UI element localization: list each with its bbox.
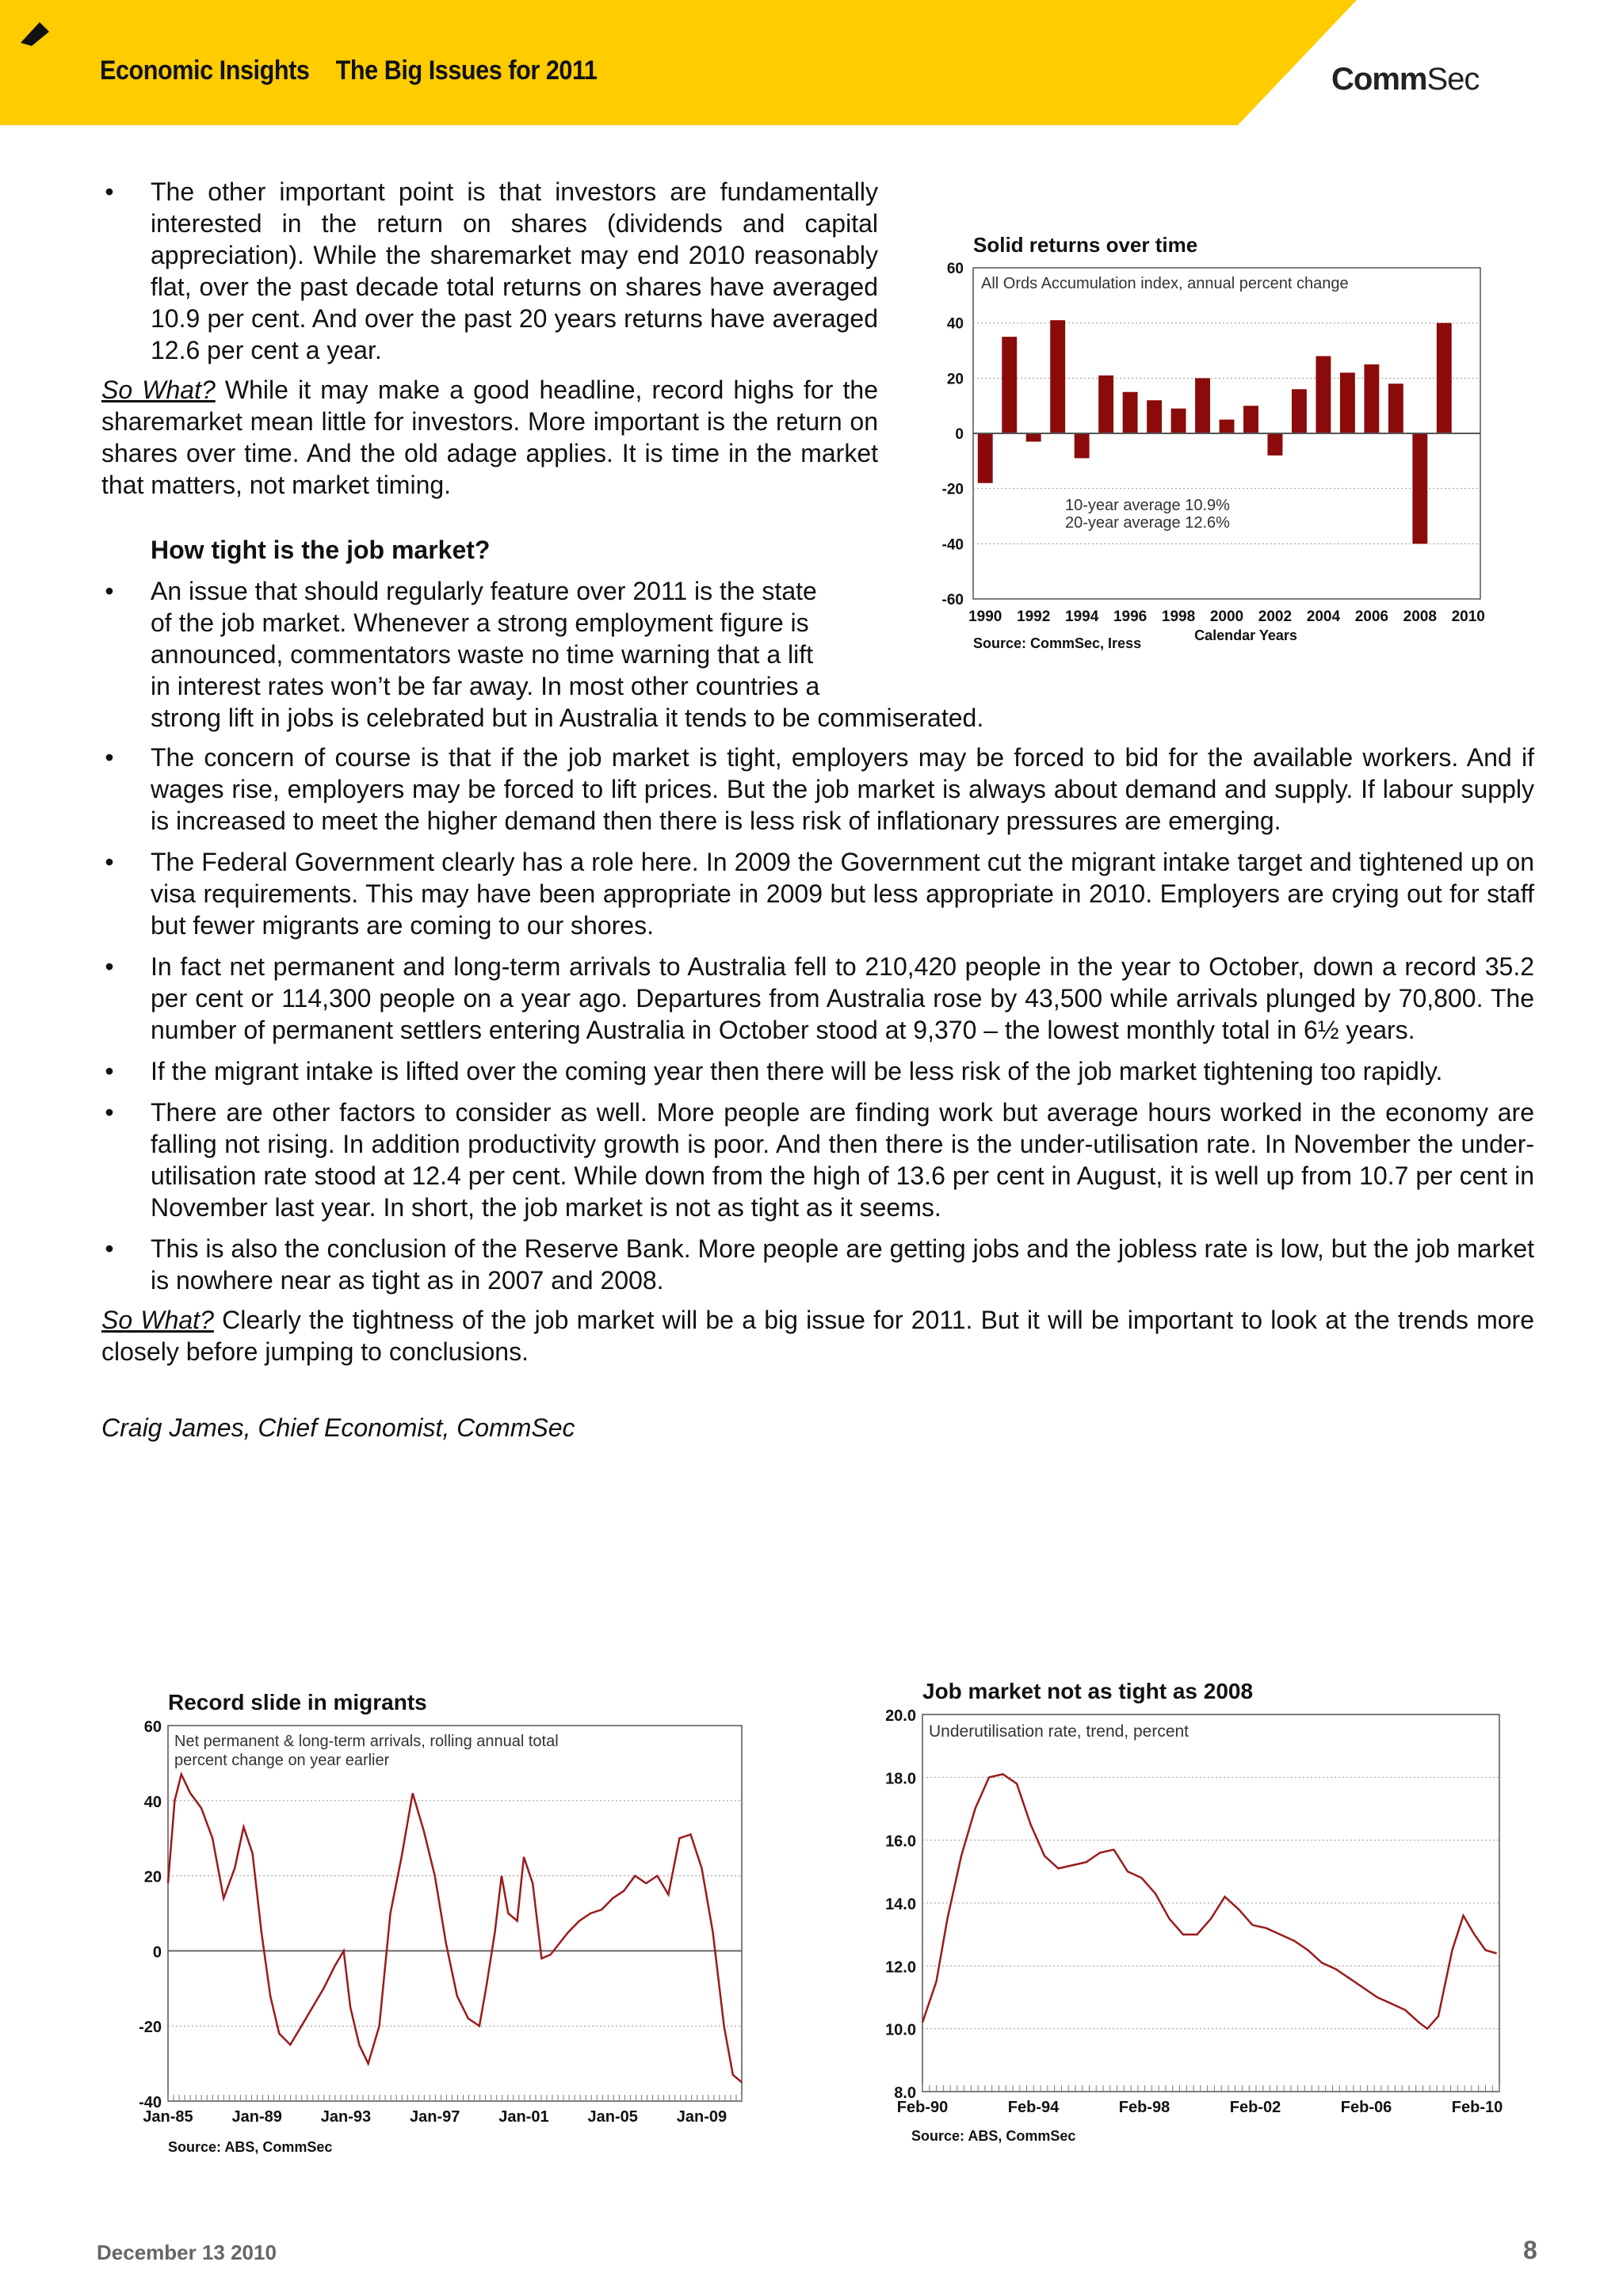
x-tick-label: Jan-85 bbox=[143, 2108, 193, 2126]
main-column bbox=[101, 742, 1534, 1444]
y-tick-label: 14.0 bbox=[885, 1896, 916, 1913]
bullet-marker: • bbox=[105, 1098, 114, 1127]
bar-2004 bbox=[1316, 356, 1331, 433]
bar-1997 bbox=[1147, 400, 1162, 433]
chart-title: Job market not as tight as 2008 bbox=[922, 1679, 1254, 1703]
y-tick-label: -60 bbox=[941, 592, 964, 608]
x-tick-label: Feb-06 bbox=[1340, 2099, 1392, 2116]
y-tick-label: 0 bbox=[955, 426, 964, 443]
x-tick-label: 1990 bbox=[968, 608, 1002, 625]
migrants-series-line bbox=[168, 1775, 742, 2083]
chart-migrants-svg bbox=[124, 1684, 758, 2168]
bullet-job-market-line-4: in interest rates won’t be far away. In most other countries a bbox=[151, 672, 820, 700]
bullet-job-market-line-1: An issue that should regularly feature over 2011 is the state bbox=[151, 577, 817, 605]
x-tick-label: Feb-02 bbox=[1229, 2099, 1281, 2116]
bar-1994 bbox=[1075, 433, 1090, 458]
y-tick-label: 10.0 bbox=[885, 2021, 916, 2039]
chart-source: Source: ABS, CommSec bbox=[911, 2128, 1076, 2144]
bar-2008 bbox=[1412, 433, 1427, 543]
sowhat-label: So What? bbox=[101, 376, 216, 404]
x-tick-label: Feb-94 bbox=[1007, 2099, 1060, 2116]
bar-1998 bbox=[1171, 409, 1186, 433]
chart-subtitle-line-1: Net permanent & long-term arrivals, rolling annual total bbox=[174, 1733, 559, 1750]
x-axis-ticks bbox=[143, 2108, 727, 2126]
x-tick-label: 2002 bbox=[1258, 608, 1293, 625]
x-tick-label: 2010 bbox=[1451, 608, 1485, 625]
chart-migrants bbox=[124, 1684, 758, 2172]
bullet-arrivals bbox=[101, 951, 1534, 1046]
document-title-series: Economic Insights bbox=[100, 55, 310, 86]
y-tick-label: 40 bbox=[143, 1793, 162, 1811]
annotation-20yr: 20-year average 12.6% bbox=[1065, 514, 1230, 532]
logo-bold-text: Comm bbox=[1331, 62, 1427, 97]
bar-1991 bbox=[1002, 337, 1017, 433]
bullet-concern bbox=[101, 742, 1534, 837]
bullet-other-factors-text: There are other factors to consider as well. More people are finding work but average hours worked in the economy are falling not rising. In addition productivity growth is poor. And then there is the under-utilisation rate. In November the under-utilisation rate stood at 12.4 per cent. While down from the high of 13.6 per cent in August, it is well up from 10.7 per cent in November last year. In short, the job market is not as tight as it seems. bbox=[151, 1098, 1534, 1222]
y-tick-label: 40 bbox=[946, 315, 964, 333]
footer-date: December 13 2010 bbox=[97, 2241, 277, 2264]
x-axis-minor-ticks bbox=[168, 2095, 742, 2101]
x-axis-minor-ticks bbox=[922, 2085, 1499, 2092]
bar-2007 bbox=[1388, 383, 1403, 433]
bar-1996 bbox=[1123, 392, 1138, 433]
y-tick-label: -20 bbox=[941, 481, 964, 498]
x-tick-label: Jan-01 bbox=[498, 2108, 549, 2126]
gridlines bbox=[922, 1777, 1499, 2028]
y-axis-ticks bbox=[942, 261, 964, 608]
page-header bbox=[0, 0, 1623, 125]
sowhat-text-2: Clearly the tightness of the job market will be a big issue for 2011. But it will be important to look at the trends more closely before jumping to conclusions. bbox=[101, 1306, 1535, 1366]
x-axis-label: Calendar Years bbox=[1194, 627, 1297, 643]
x-tick-label: Jan-97 bbox=[410, 2108, 460, 2126]
chart-source: Source: CommSec, Iress bbox=[973, 635, 1142, 651]
chart-underutilisation bbox=[870, 1673, 1520, 2168]
chart-source: Source: ABS, CommSec bbox=[168, 2139, 333, 2155]
bullet-marker: • bbox=[105, 577, 114, 605]
intro-column bbox=[101, 176, 878, 566]
x-tick-label: Feb-90 bbox=[896, 2099, 949, 2116]
page-number: 8 bbox=[1523, 2236, 1537, 2264]
y-axis-ticks bbox=[885, 1707, 916, 2102]
bullet-concern-text: The concern of course is that if the job market is tight, employers may be forced to bid for the available workers. And if wages rise, employers may be forced to lift prices. But the job market is always about demand and supply. If labour supply is increased to meet the higher demand then there is less risk of inflationary pressures are emerging. bbox=[151, 743, 1534, 835]
chart-subtitle-line-2: percent change on year earlier bbox=[174, 1752, 390, 1769]
bullet-marker: • bbox=[105, 743, 114, 772]
bullet-arrivals-text: In fact net permanent and long-term arrivals to Australia fell to 210,420 people in the year to October, down a record 35.2 per cent or 114,300 people on a year ago. Departures from Australia rose by 43,500 while arrivals plunged by 70,800. The number of permanent settlers entering Australia in October stood at 9,370 – the lowest monthly total in 6½ years. bbox=[151, 952, 1534, 1044]
sowhat-text-1: While it may make a good headline, record highs for the sharemarket mean little for investors. More important is the return on shares over time. And the old adage applies. It is time in the market that matters, not market timing. bbox=[101, 376, 879, 499]
bar-1990 bbox=[978, 433, 993, 483]
bullet-job-market-line-3: announced, commentators waste no time warning that a lift bbox=[151, 640, 813, 669]
bar-2002 bbox=[1268, 433, 1283, 456]
bullet-job-market-line-5: strong lift in jobs is celebrated but in Australia it tends to be commiserated. bbox=[151, 704, 984, 732]
y-tick-label: 18.0 bbox=[885, 1770, 916, 1788]
section-heading: How tight is the job market? bbox=[151, 536, 491, 564]
bullet-job-market-line-2: of the job market. Whenever a strong employment figure is bbox=[151, 608, 809, 637]
y-tick-label: 16.0 bbox=[885, 1833, 916, 1851]
chart-subtitle: Underutilisation rate, trend, percent bbox=[929, 1722, 1190, 1741]
chart-subtitle: All Ords Accumulation index, annual percent change bbox=[981, 275, 1349, 292]
x-tick-label: Jan-93 bbox=[320, 2108, 372, 2126]
bullet-marker: • bbox=[105, 177, 114, 206]
y-tick-label: -40 bbox=[139, 2094, 162, 2111]
bar-2001 bbox=[1243, 406, 1258, 433]
y-tick-label: -40 bbox=[941, 536, 964, 554]
x-tick-label: 2008 bbox=[1403, 608, 1437, 625]
author-signature: Craig James, Chief Economist, CommSec bbox=[101, 1413, 575, 1442]
bar-1993 bbox=[1050, 320, 1065, 433]
chart-solid-returns bbox=[926, 227, 1512, 674]
y-tick-label: -20 bbox=[139, 2019, 162, 2037]
bullet-migrant-intake bbox=[101, 1055, 1534, 1087]
bullet-reserve-bank-text: This is also the conclusion of the Reserve Bank. More people are getting jobs and the jobless rate is low, but the job market is nowhere near as tight as in 2007 and 2008. bbox=[151, 1234, 1534, 1295]
document-title-issue: The Big Issues for 2011 bbox=[335, 55, 598, 86]
x-tick-label: Feb-98 bbox=[1118, 2099, 1170, 2116]
y-tick-label: 0 bbox=[152, 1943, 162, 1962]
bar-2009 bbox=[1437, 323, 1452, 433]
sowhat-paragraph-2 bbox=[101, 1304, 1534, 1367]
plot-frame bbox=[922, 1714, 1499, 2092]
y-tick-label: 12.0 bbox=[885, 1958, 916, 1977]
bullet-returns-text: The other important point is that investors are fundamentally interested in the return on shares (dividends and capital appreciation). While the sharemarket may end 2010 reasonably flat, over the past decade total returns on shares have averaged 10.9 per cent. And over the past 20 years returns have averaged 12.6 per cent a year. bbox=[151, 177, 878, 364]
y-axis-ticks bbox=[139, 1718, 162, 2111]
y-tick-label: 8.0 bbox=[894, 2084, 916, 2102]
bar-2006 bbox=[1364, 364, 1379, 433]
bullet-marker: • bbox=[105, 1234, 114, 1263]
x-tick-label: 1992 bbox=[1017, 608, 1051, 625]
bar-1999 bbox=[1195, 378, 1210, 433]
y-tick-label: 60 bbox=[143, 1718, 162, 1736]
sowhat-paragraph-1 bbox=[101, 374, 878, 501]
y-tick-label: 20 bbox=[143, 1868, 162, 1886]
bullet-government bbox=[101, 846, 1534, 941]
x-tick-label: Jan-05 bbox=[587, 2108, 638, 2126]
logo-light-text: Sec bbox=[1426, 62, 1480, 97]
x-tick-label: Feb-10 bbox=[1451, 2099, 1503, 2116]
commsec-logo bbox=[1331, 62, 1479, 97]
bullet-other-factors bbox=[101, 1097, 1534, 1223]
bar-1995 bbox=[1098, 376, 1113, 433]
chart-underutilisation-svg bbox=[870, 1673, 1520, 2164]
bullet-migrant-intake-text: If the migrant intake is lifted over the coming year then there will be less risk of the job market tightening too rapidly. bbox=[151, 1057, 1443, 1085]
y-tick-label: 20 bbox=[946, 371, 964, 388]
gridlines bbox=[168, 1801, 742, 2026]
chart-solid-returns-svg bbox=[926, 227, 1512, 670]
bar-2005 bbox=[1340, 372, 1355, 433]
x-tick-label: 2004 bbox=[1306, 608, 1341, 625]
bar-2000 bbox=[1220, 420, 1235, 433]
chart-title: Solid returns over time bbox=[973, 233, 1198, 257]
x-tick-label: 2000 bbox=[1209, 608, 1244, 625]
sowhat-label: So What? bbox=[101, 1306, 214, 1334]
bullet-marker: • bbox=[105, 1057, 114, 1085]
bullet-marker: • bbox=[105, 952, 114, 981]
y-tick-label: 60 bbox=[946, 261, 964, 277]
commsec-diamond-icon bbox=[0, 0, 55, 48]
chart-title: Record slide in migrants bbox=[168, 1690, 427, 1714]
x-tick-label: 1998 bbox=[1161, 608, 1196, 625]
x-tick-label: Jan-09 bbox=[676, 2108, 727, 2126]
plot-frame bbox=[168, 1726, 742, 2101]
annotation-10yr: 10-year average 10.9% bbox=[1065, 497, 1230, 514]
bullet-government-text: The Federal Government clearly has a role here. In 2009 the Government cut the migrant intake target and tightened up on visa requirements. This may have been appropriate in 2009 but less appropriate in 2010. Employers are crying out for staff but fewer migrants are coming to our shores. bbox=[151, 848, 1534, 940]
y-tick-label: 20.0 bbox=[885, 1707, 916, 1725]
x-axis-ticks bbox=[968, 608, 1485, 625]
x-tick-label: 1996 bbox=[1113, 608, 1148, 625]
x-tick-label: 1994 bbox=[1065, 608, 1099, 625]
bar-2003 bbox=[1292, 389, 1307, 433]
bullet-reserve-bank bbox=[101, 1233, 1534, 1296]
underutilisation-series-line bbox=[922, 1774, 1497, 2028]
x-axis-ticks bbox=[897, 2099, 1503, 2116]
document-title bbox=[100, 55, 597, 86]
bar-1992 bbox=[1026, 433, 1041, 441]
x-tick-label: Jan-89 bbox=[231, 2108, 282, 2126]
bullet-returns bbox=[101, 176, 878, 366]
bullet-marker: • bbox=[105, 848, 114, 876]
x-tick-label: 2006 bbox=[1354, 608, 1388, 625]
